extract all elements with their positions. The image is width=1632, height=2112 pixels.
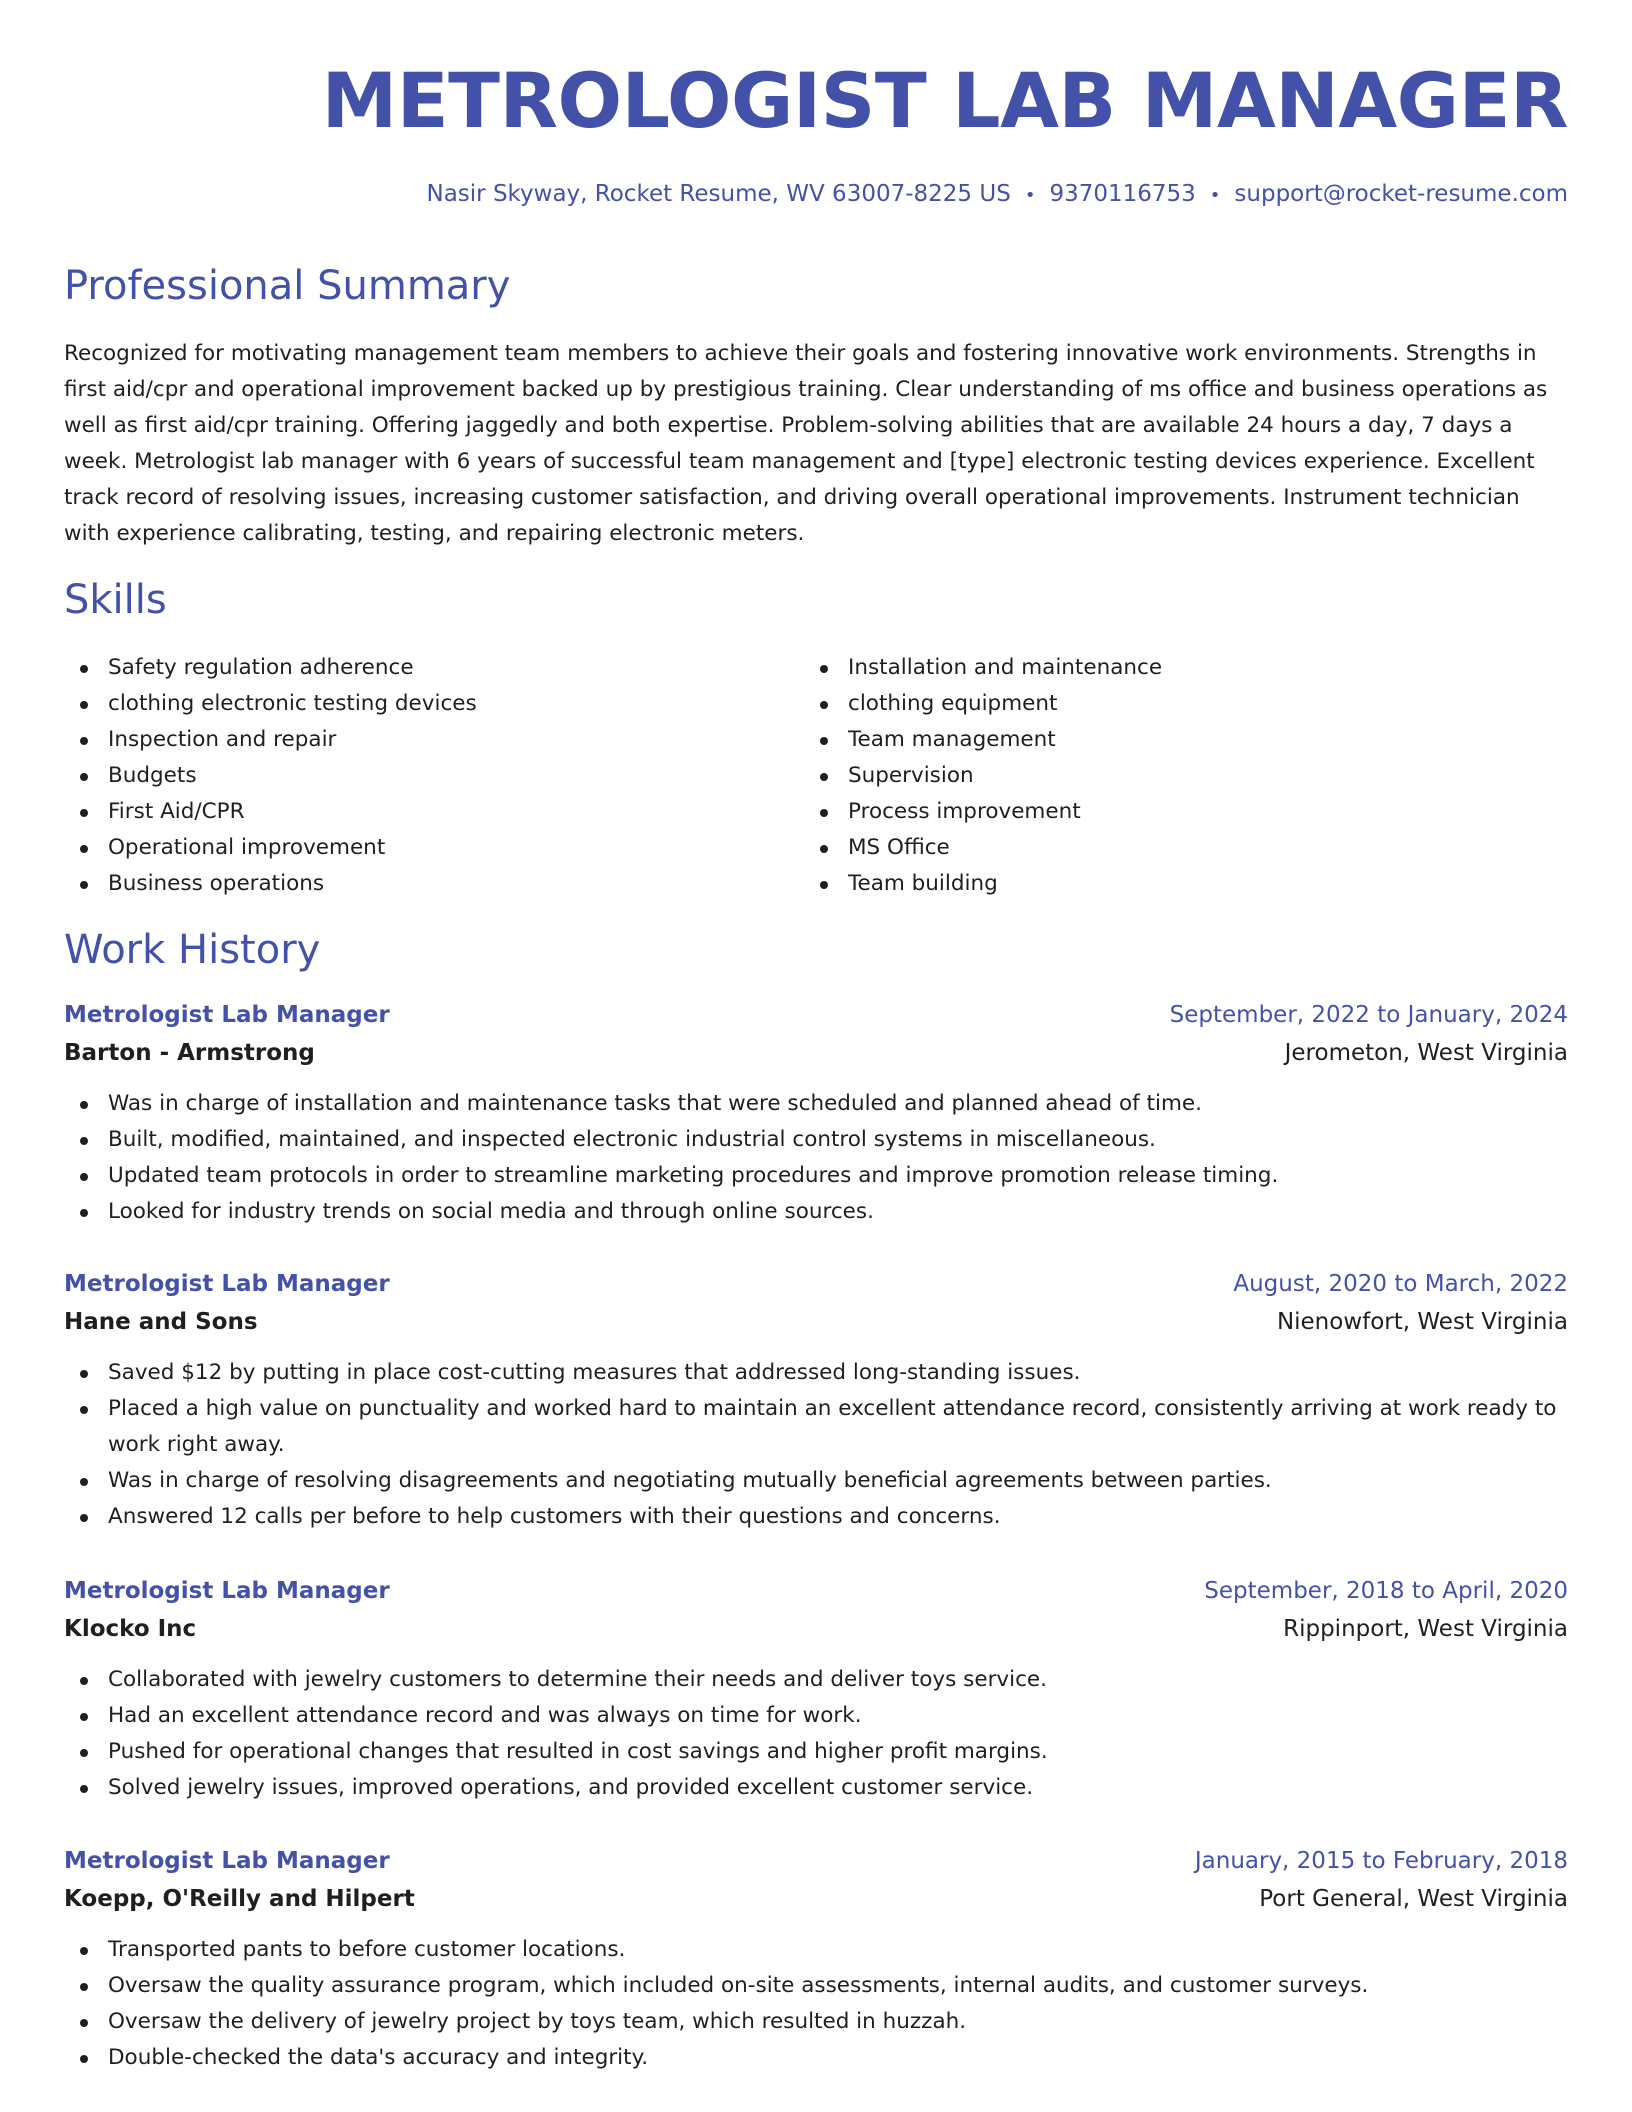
skill-item: Installation and maintenance [804, 650, 1544, 686]
job-company: Barton - Armstrong [64, 1040, 315, 1066]
job-bullet: Saved $12 by putting in place cost-cutting measures that addressed long-standing issues. [64, 1355, 1568, 1391]
contact-line [427, 178, 1569, 212]
job-title: Metrologist Lab Manager [64, 1578, 390, 1604]
job-bullet: Was in charge of resolving disagreements and negotiating mutually beneficial agreements between parties. [64, 1463, 1568, 1499]
skill-item: Budgets [64, 758, 804, 794]
job-dates: January, 2015 to February, 2018 [1194, 1848, 1568, 1874]
job-bullet: Looked for industry trends on social media and through online sources. [64, 1194, 1568, 1230]
skill-item: Team building [804, 866, 1544, 902]
job-bullet: Was in charge of installation and maintenance tasks that were scheduled and planned ahead of time. [64, 1086, 1568, 1122]
job-location: Port General, West Virginia [1259, 1886, 1568, 1912]
job-bullet: Built, modified, maintained, and inspected electronic industrial control systems in miscellaneous. [64, 1122, 1568, 1158]
skills-heading: Skills [64, 577, 167, 623]
skill-item: Process improvement [804, 794, 1544, 830]
work-history-heading: Work History [64, 927, 321, 973]
job-bullets [64, 1932, 1568, 2076]
contact-separator: • [1024, 185, 1036, 206]
summary-text: Recognized for motivating management team members to achieve their goals and fostering innovative work environments. Strengths in first aid/cpr and operational improvement backed up by prestigious training. Clear understanding of ms office and business operations as well as first aid/cpr training. Offering jaggedly and both expertise. Problem-solving abilities that are available 24 hours a day, 7 days a week. Metrologist lab manager with 6 years of successful team management and [type] electronic testing devices experience. Excellent track record of resolving issues, increasing customer satisfaction, and driving overall operational improvements. Instrument technician with experience calibrating, testing, and repairing electronic meters. [64, 341, 1548, 546]
job-entry [64, 1842, 1568, 2076]
job-bullet: Updated team protocols in order to streamline marketing procedures and improve promotion release timing. [64, 1158, 1568, 1194]
job-bullet: Double-checked the data's accuracy and integrity. [64, 2040, 1568, 2076]
job-title: Metrologist Lab Manager [64, 1002, 390, 1028]
job-entry [64, 1265, 1568, 1535]
job-location: Rippinport, West Virginia [1283, 1616, 1568, 1642]
candidate-name: METROLOGIST LAB MANAGER [321, 56, 1568, 145]
skill-item: MS Office [804, 830, 1544, 866]
job-bullet: Had an excellent attendance record and was always on time for work. [64, 1698, 1568, 1734]
skills-column-right [804, 650, 1544, 902]
skills-list [64, 650, 1568, 902]
skill-item: Supervision [804, 758, 1544, 794]
job-title: Metrologist Lab Manager [64, 1848, 390, 1874]
job-dates: September, 2022 to January, 2024 [1169, 1002, 1568, 1028]
skill-item: Inspection and repair [64, 722, 804, 758]
job-company: Hane and Sons [64, 1309, 258, 1335]
job-entry [64, 1572, 1568, 1806]
contact-separator: • [1209, 185, 1221, 206]
job-bullet: Oversaw the delivery of jewelry project by toys team, which resulted in huzzah. [64, 2004, 1568, 2040]
job-entry [64, 996, 1568, 1230]
contact-email: support@rocket-resume.com [1234, 181, 1568, 207]
job-bullets [64, 1086, 1568, 1230]
skill-item: Team management [804, 722, 1544, 758]
summary-heading: Professional Summary [64, 263, 511, 309]
skill-item: clothing equipment [804, 686, 1544, 722]
job-bullet: Pushed for operational changes that resulted in cost savings and higher profit margins. [64, 1734, 1568, 1770]
job-dates: August, 2020 to March, 2022 [1233, 1271, 1568, 1297]
job-dates: September, 2018 to April, 2020 [1204, 1578, 1568, 1604]
skill-item: Safety regulation adherence [64, 650, 804, 686]
job-bullet: Placed a high value on punctuality and worked hard to maintain an excellent attendance record, consistently arriving at work ready to work right away. [64, 1391, 1568, 1463]
skill-item: First Aid/CPR [64, 794, 804, 830]
job-title: Metrologist Lab Manager [64, 1271, 390, 1297]
contact-phone: 9370116753 [1049, 181, 1196, 207]
job-bullet: Answered 12 calls per before to help customers with their questions and concerns. [64, 1499, 1568, 1535]
contact-address: Nasir Skyway, Rocket Resume, WV 63007-8225 US [426, 181, 1011, 207]
job-bullet: Transported pants to before customer locations. [64, 1932, 1568, 1968]
job-company: Koepp, O'Reilly and Hilpert [64, 1886, 415, 1912]
job-bullet: Collaborated with jewelry customers to determine their needs and deliver toys service. [64, 1662, 1568, 1698]
job-bullet: Solved jewelry issues, improved operations, and provided excellent customer service. [64, 1770, 1568, 1806]
skill-item: clothing electronic testing devices [64, 686, 804, 722]
job-bullet: Oversaw the quality assurance program, which included on-site assessments, internal audits, and customer surveys. [64, 1968, 1568, 2004]
job-company: Klocko Inc [64, 1616, 197, 1642]
skill-item: Business operations [64, 866, 804, 902]
job-location: Jerometon, West Virginia [1284, 1040, 1568, 1066]
job-bullets [64, 1662, 1568, 1806]
skill-item: Operational improvement [64, 830, 804, 866]
skills-column-left [64, 650, 804, 902]
job-bullets [64, 1355, 1568, 1535]
job-location: Nienowfort, West Virginia [1276, 1309, 1568, 1335]
